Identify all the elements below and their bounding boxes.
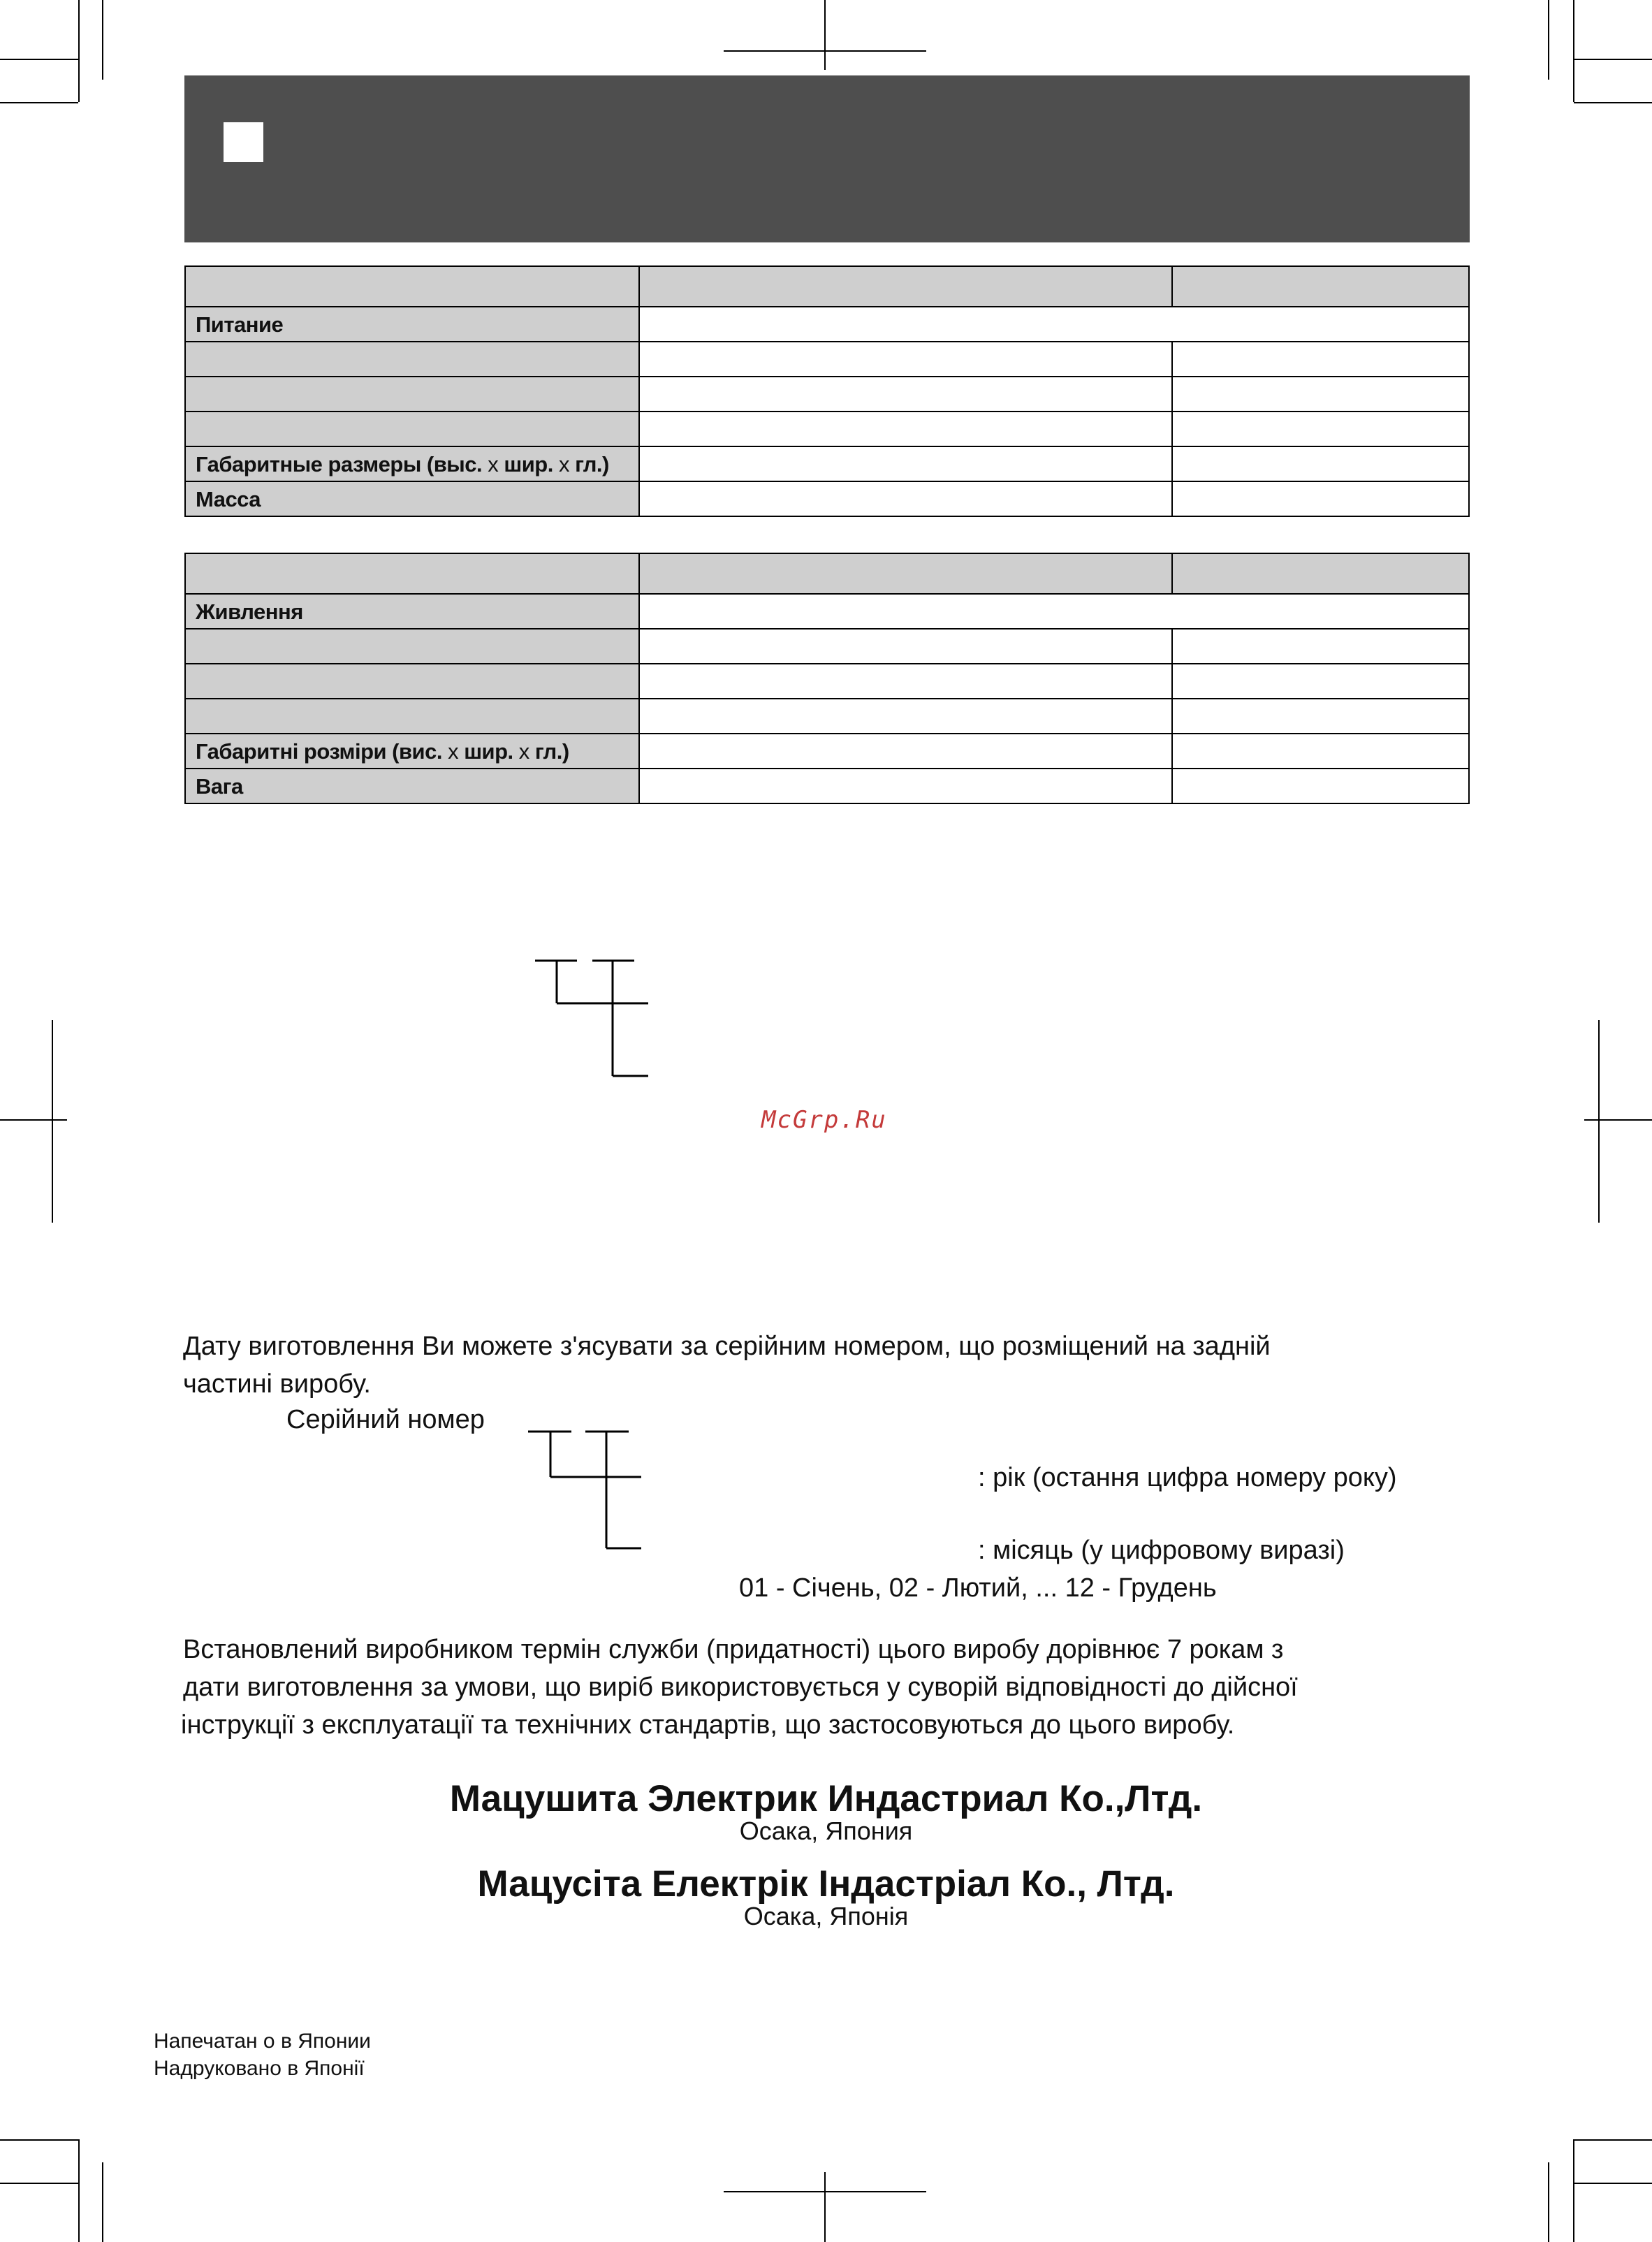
crop-mark [724,2191,926,2192]
crop-mark [52,1020,53,1223]
intro-text-line: Дату виготовлення Ви можете з'ясувати за серійним номером, що розміщений на задній [183,1332,1271,1361]
table-row [185,594,1469,629]
table-header-row [185,266,1469,307]
month-legend: 01 - Січень, 02 - Лютий, ... 12 - Грудень [739,1573,1217,1603]
intro-text-line: частині виробу. [183,1369,371,1399]
crop-mark [0,59,78,60]
crop-mark [102,2162,103,2242]
service-life-line: Встановлений виробником термін служби (придатності) цього виробу дорівнює 7 рокам з [183,1635,1284,1664]
crop-mark [0,2183,78,2184]
spec-table-uk [184,553,1470,804]
table-row [185,664,1469,699]
crop-mark [1574,59,1652,60]
serial-bracket-diagram [531,950,657,1083]
crop-mark [0,2139,78,2141]
crop-mark [0,102,78,103]
crop-mark [1574,2183,1652,2184]
company-city-uk: Осака, Японія [743,1902,909,1930]
service-life-line: дати виготовлення за умови, що виріб використовується у суворій відповідності до дійсної [183,1673,1298,1702]
table-row [185,377,1469,412]
service-life-years: 7 [1167,1635,1182,1664]
weight-label: Масса [185,481,639,516]
spec-table-ru [184,265,1470,517]
company-city-ru: Осака, Япония [739,1817,913,1845]
crop-mark [78,2139,80,2242]
table-row [185,342,1469,377]
header-banner [184,75,1470,242]
header-square-icon [224,122,263,162]
crop-mark [1598,1020,1600,1223]
crop-mark [0,1119,67,1121]
crop-mark [824,2172,826,2242]
crop-mark [724,50,926,52]
table-row [185,769,1469,803]
crop-mark [1573,0,1574,102]
table-row [185,699,1469,734]
company-name-ru: Мацушита Электрик Индастриал Ко.,Лтд. [449,1778,1203,1819]
printed-in-japan-ru: Напечатан о в Японии [154,2030,371,2053]
table-row [185,734,1469,769]
table-row [185,446,1469,481]
serial-label: Серійний номер [286,1405,485,1434]
crop-mark [1574,102,1652,103]
weight-label: Вага [185,769,639,803]
crop-mark [1584,1119,1652,1121]
crop-mark [1574,2139,1652,2141]
month-note: : місяць (у цифровому виразі) [978,1536,1345,1565]
crop-mark [1548,0,1549,80]
crop-mark [102,0,103,80]
table-row [185,629,1469,664]
power-label: Живлення [185,594,639,629]
crop-mark [1548,2162,1549,2242]
dimensions-label: Габаритные размеры (выс. x шир. x гл.) [185,446,639,481]
serial-bracket-diagram [525,1422,651,1555]
table-header-row [185,553,1469,594]
table-row [185,412,1469,446]
table-row [185,481,1469,516]
dimensions-label: Габаритні розміри (вис. x шир. x гл.) [185,734,639,769]
crop-mark [1573,2139,1574,2242]
watermark: McGrp.Ru [761,1106,887,1134]
crop-mark [78,0,80,102]
table-row [185,307,1469,342]
service-life-line: інструкції з експлуатації та технічних стандартів, що застосовуються до цього виробу. [181,1710,1235,1740]
year-note: : рік (остання цифра номеру року) [978,1463,1397,1492]
company-name-uk: Мацусіта Електрік Індастріал Ко., Лтд. [477,1863,1175,1905]
power-label: Питание [185,307,639,342]
crop-mark [824,0,826,70]
printed-in-japan-uk: Надруковано в Японії [154,2057,365,2080]
